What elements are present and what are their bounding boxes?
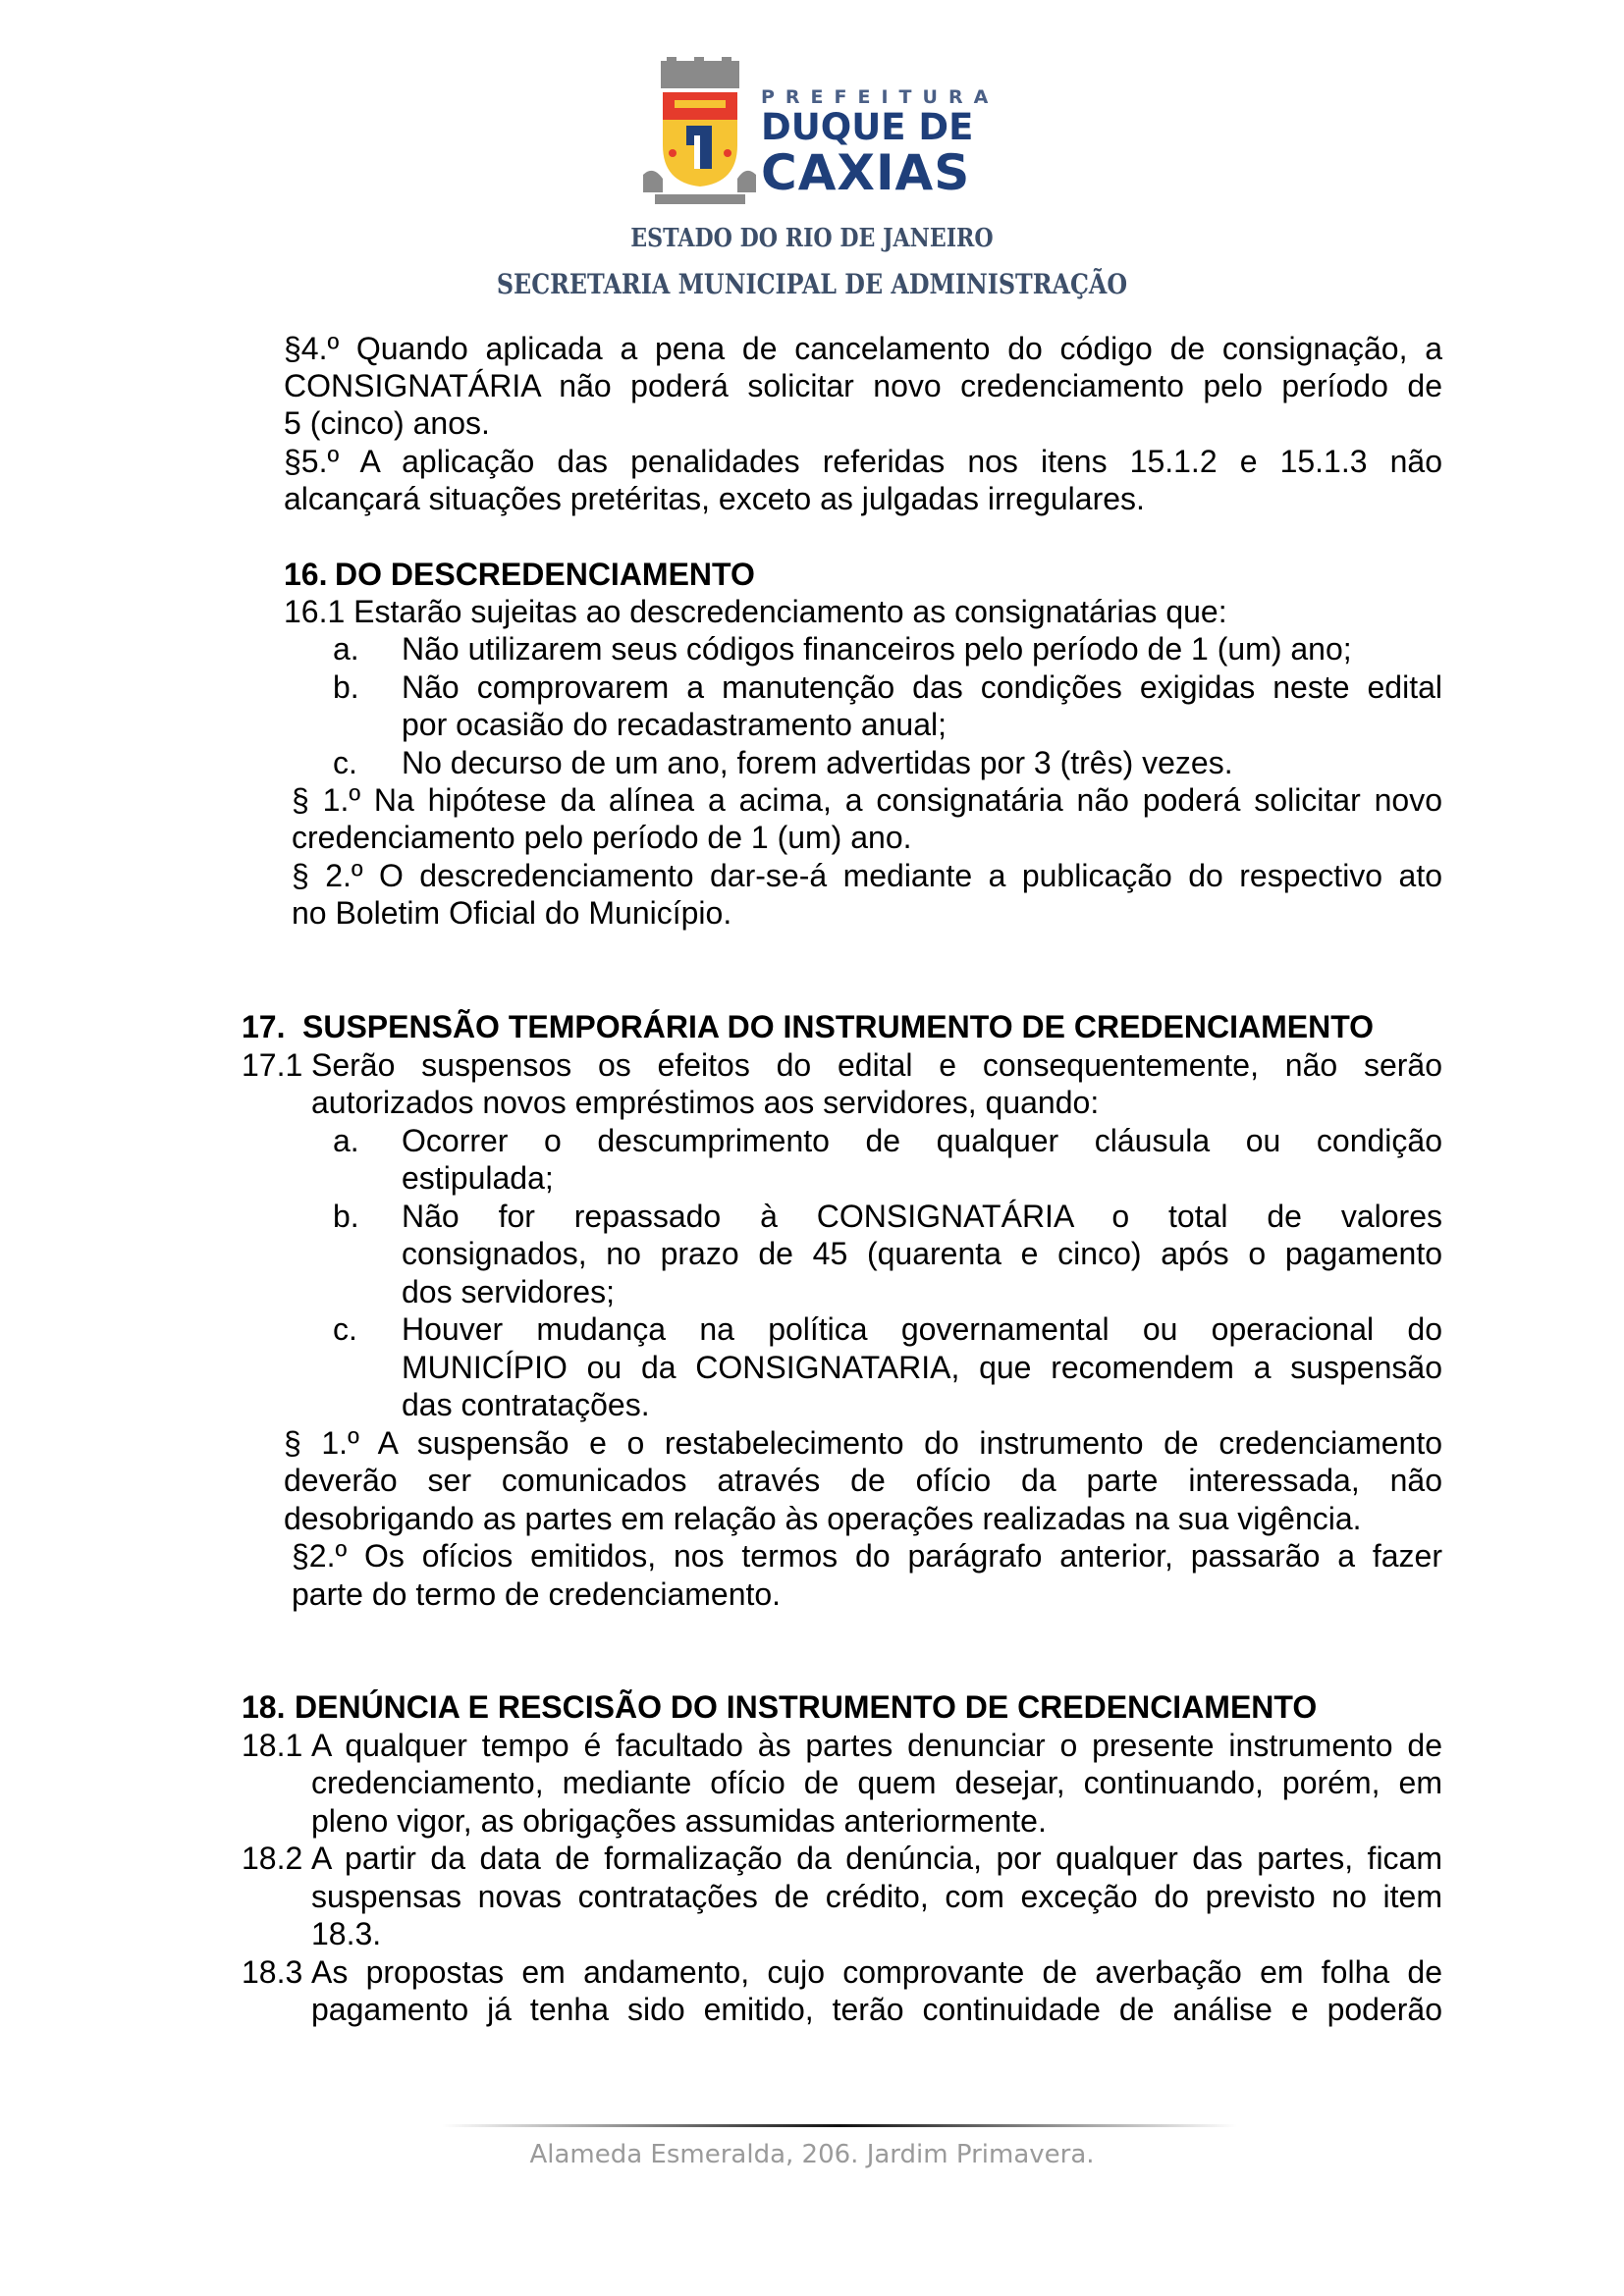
item-18-3: pagamento já tenha sido emitido, terão continuidade de análise e poderão xyxy=(311,1992,1442,2027)
state-heading: ESTADO DO RIO DE JANEIRO xyxy=(630,224,994,253)
department-heading: SECRETARIA MUNICIPAL DE ADMINISTRAÇÃO xyxy=(496,268,1128,300)
section-16-paragraph-1: § 1.º Na hipótese da alínea a acima, a consignatária não poderá solicitar novo xyxy=(292,782,1442,818)
item-18-2: 18.3. xyxy=(311,1916,382,1951)
item-16-1-c-label: c. xyxy=(333,745,357,780)
section-16-number: 16. xyxy=(284,557,328,592)
item-17-1: autorizados novos empréstimos aos servidores, quando: xyxy=(311,1085,1100,1120)
item-17-1-a-label: a. xyxy=(333,1123,359,1158)
section-18-number: 18. xyxy=(242,1689,286,1725)
item-17-1-b: dos servidores; xyxy=(402,1274,615,1309)
item-17-1-number: 17.1 xyxy=(242,1047,303,1083)
item-17-1-c-label: c. xyxy=(333,1311,357,1347)
logo-line-prefeitura: PREFEITURA xyxy=(761,86,1000,108)
item-18-1: pleno vigor, as obrigações assumidas anteriormente. xyxy=(311,1803,1047,1839)
item-18-3-number: 18.3 xyxy=(242,1954,303,1990)
item-16-1-b: por ocasião do recadastramento anual; xyxy=(402,707,947,742)
paragraph-4-line: CONSIGNATÁRIA não poderá solicitar novo credenciamento pelo período de xyxy=(284,368,1442,403)
item-17-1: Serão suspensos os efeitos do edital e consequentemente, não serão xyxy=(311,1047,1442,1083)
prefeitura-logo xyxy=(643,57,1000,204)
item-17-1-c: Houver mudança na política governamental ou operacional do xyxy=(402,1311,1442,1347)
item-16-1-a-label: a. xyxy=(333,631,359,667)
item-17-1-b: Não for repassado à CONSIGNATÁRIA o total de valores xyxy=(402,1199,1442,1234)
section-18-title: DENÚNCIA E RESCISÃO DO INSTRUMENTO DE CREDENCIAMENTO xyxy=(295,1689,1318,1725)
paragraph-5-line: §5.º A aplicação das penalidades referidas nos itens 15.1.2 e 15.1.3 não xyxy=(284,444,1442,479)
logo-line-caxias: CAXIAS xyxy=(761,144,971,201)
paragraph-5-line: alcançará situações pretéritas, exceto as julgadas irregulares. xyxy=(284,481,1145,516)
section-17-paragraph-1: § 1.º A suspensão e o restabelecimento do instrumento de credenciamento xyxy=(284,1425,1442,1461)
item-18-1: A qualquer tempo é facultado às partes denunciar o presente instrumento de xyxy=(311,1728,1442,1763)
item-16-1-c: No decurso de um ano, forem advertidas por 3 (três) vezes. xyxy=(402,745,1233,780)
item-17-1-a: estipulada; xyxy=(402,1160,554,1196)
item-18-1-number: 18.1 xyxy=(242,1728,303,1763)
item-17-1-a: Ocorrer o descumprimento de qualquer cláusula ou condição xyxy=(402,1123,1442,1158)
footer-divider xyxy=(442,2124,1237,2127)
item-18-1: credenciamento, mediante ofício de quem desejar, continuando, porém, em xyxy=(311,1765,1442,1800)
section-17-paragraph-1: deverão ser comunicados através de ofício da parte interessada, não xyxy=(284,1463,1442,1498)
item-16-1-a: Não utilizarem seus códigos financeiros pelo período de 1 (um) ano; xyxy=(402,631,1352,667)
item-16-1-b: Não comprovarem a manutenção das condições exigidas neste edital xyxy=(402,669,1442,705)
paragraph-4-line: 5 (cinco) anos. xyxy=(284,405,490,441)
section-17-paragraph-2: parte do termo de credenciamento. xyxy=(292,1576,782,1612)
item-17-1-b-label: b. xyxy=(333,1199,359,1234)
item-18-2-number: 18.2 xyxy=(242,1841,303,1876)
section-16-paragraph-1: credenciamento pelo período de 1 (um) ano. xyxy=(292,820,912,855)
section-17-paragraph-2: §2.º Os ofícios emitidos, nos termos do parágrafo anterior, passarão a fazer xyxy=(292,1538,1442,1574)
section-17-paragraph-1: desobrigando as partes em relação às operações realizadas na sua vigência. xyxy=(284,1501,1362,1536)
item-18-2: A partir da data de formalização da denúncia, por qualquer das partes, ficam xyxy=(311,1841,1442,1876)
section-16-paragraph-2: no Boletim Oficial do Município. xyxy=(292,895,732,931)
section-16-paragraph-2: § 2.º O descredenciamento dar-se-á mediante a publicação do respectivo ato xyxy=(292,858,1442,893)
item-17-1-c: MUNICÍPIO ou da CONSIGNATARIA, que recomendem a suspensão xyxy=(402,1350,1442,1385)
item-16-1-b-label: b. xyxy=(333,669,359,705)
section-17-number: 17. xyxy=(242,1009,286,1044)
item-16-1: 16.1 Estarão sujeitas ao descredenciamento as consignatárias que: xyxy=(284,594,1227,629)
item-18-3: As propostas em andamento, cujo comprovante de averbação em folha de xyxy=(311,1954,1442,1990)
logo-line-duque-de: DUQUE DE xyxy=(761,106,974,148)
item-17-1-c: das contratações. xyxy=(402,1387,650,1422)
paragraph-4-line: §4.º Quando aplicada a pena de cancelamento do código de consignação, a xyxy=(284,331,1442,366)
city-crest-icon xyxy=(643,57,756,204)
item-18-2: suspensas novas contratações de crédito, com exceção do previsto no item xyxy=(311,1879,1442,1914)
item-17-1-b: consignados, no prazo de 45 (quarenta e cinco) após o pagamento xyxy=(402,1236,1442,1271)
footer-address: Alameda Esmeralda, 206. Jardim Primavera. xyxy=(529,2140,1095,2169)
section-16-title: DO DESCREDENCIAMENTO xyxy=(335,557,755,592)
section-17-title: SUSPENSÃO TEMPORÁRIA DO INSTRUMENTO DE CREDENCIAMENTO xyxy=(302,1009,1375,1044)
